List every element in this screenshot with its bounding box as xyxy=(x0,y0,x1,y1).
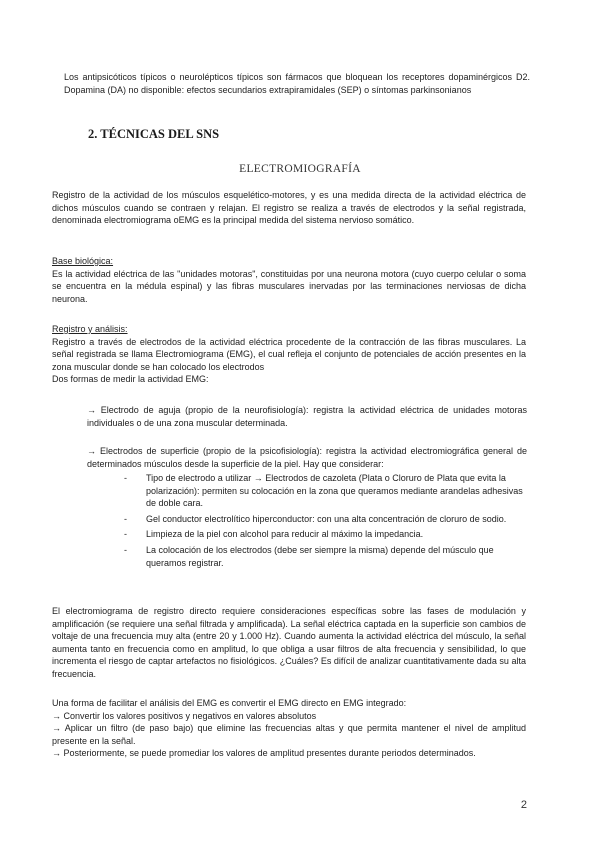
dash-marker: - xyxy=(124,529,127,540)
list-item: - Gel conductor electrolítico hiperconductor: con una alta concentración de cloruro de sodio. xyxy=(124,513,507,524)
page-number: 2 xyxy=(520,799,527,811)
list-item: - Limpieza de la piel con alcohol para reducir al máximo la impedancia. xyxy=(124,529,424,540)
emg-directo-paragraph: El electromiograma de registro directo requiere consideraciones específicas sobre las fases de modulación y amplificación (se requiere una señal filtrada y amplificada). La señal eléctrica captada en la superficie son cambios de voltaje de una frecuencia muy alta (entre 20 y 1.000 Hz). Cuando aumenta la actividad eléctrica del músculo, la señal aumenta tanto en frecuencia como en amplitud, lo que obliga a usar filtros de alta frecuencia y sensibilidad, lo que incrementa el riesgo de captar artefactos no fisiológicos. ¿Cuáles? Es difícil de analizar cuantitativamente dada su alta frecuencia. xyxy=(52,606,526,679)
registro-label: Registro y análisis: xyxy=(52,324,128,334)
emg-integrado-block xyxy=(52,697,526,760)
dash-marker: - xyxy=(124,513,127,524)
definition-paragraph: Registro de la actividad de los músculos esquelético-motores, y es una medida directa de la actividad eléctrica de dichos músculos cuando se contraen y relajan. El registro se realiza a través de electrodos y la señal registrada, denominada electromiograma oEMG es la principal medida del sistema nervioso somático. xyxy=(52,190,526,226)
base-biologica-label: Base biológica: xyxy=(52,256,114,266)
electrodo-aguja-item: → Electrodo de aguja (propio de la neurofisiología): registra la actividad eléctrica de unidades motoras individuales o de una zona muscular determinada. xyxy=(87,405,527,428)
section-heading: 2. TÉCNICAS DEL SNS xyxy=(88,127,220,141)
base-biologica-block xyxy=(52,255,526,305)
considerations-list xyxy=(124,472,528,572)
registro-block xyxy=(52,323,526,386)
dash-marker: - xyxy=(124,473,127,483)
emg-integrado-intro: Una forma de facilitar el análisis del EMG es convertir el EMG directo en EMG integrado: xyxy=(52,698,407,708)
section-subtitle: ELECTROMIOGRAFÍA xyxy=(239,163,361,175)
dash-marker: - xyxy=(124,544,127,555)
electrodo-superficie-item: → Electrodos de superficie (propio de la psicofisiología): registra la actividad electromiográfica general de determinados músculos desde la superficie de la piel. Hay que considerar: xyxy=(87,446,527,469)
base-biologica-text: Es la actividad eléctrica de las "unidades motoras", constituidas por una neurona motora (cuyo cuerpo celular o soma se encuentra en la médula espinal) y las fibras musculares inervadas por las terminaciones nerviosas de dicha neurona. xyxy=(52,268,526,304)
list-item: - Tipo de electrodo a utilizar → Electrodos de cazoleta (Plata o Cloruro de Plata que evita la polarización): permiten su colocación en la zona que queramos mediante arandelas adhesivas de doble cara. xyxy=(124,473,523,509)
registro-text: Registro a través de electrodos de la actividad eléctrica procedente de la contracción de las fibras musculares. La señal registrada se llama Electromiograma (EMG), el cual refleja el conjunto de potenciales de acción presentes en la zona muscular donde se han colocado los electrodos xyxy=(52,336,526,372)
list-item: → Posteriormente, se puede promediar los valores de amplitud presentes durante periodos determinados. xyxy=(52,748,476,759)
intro-paragraph: Los antipsicóticos típicos o neurolépticos típicos son fármacos que bloquean los receptores dopaminérgicos D2. Dopamina (DA) no disponible: efectos secundarios extrapiramidales (SEP) o síntomas parkinsonianos xyxy=(64,72,530,95)
registro-formas: Dos formas de medir la actividad EMG: xyxy=(52,374,209,385)
list-item: → Aplicar un filtro (de paso bajo) que elimine las frecuencias altas y que permita mantener el nivel de amplitud presente en la señal. xyxy=(52,723,526,746)
list-item: - La colocación de los electrodos (debe ser siempre la misma) depende del músculo que queramos registrar. xyxy=(124,544,494,568)
list-item: → Convertir los valores positivos y negativos en valores absolutos xyxy=(52,710,317,721)
